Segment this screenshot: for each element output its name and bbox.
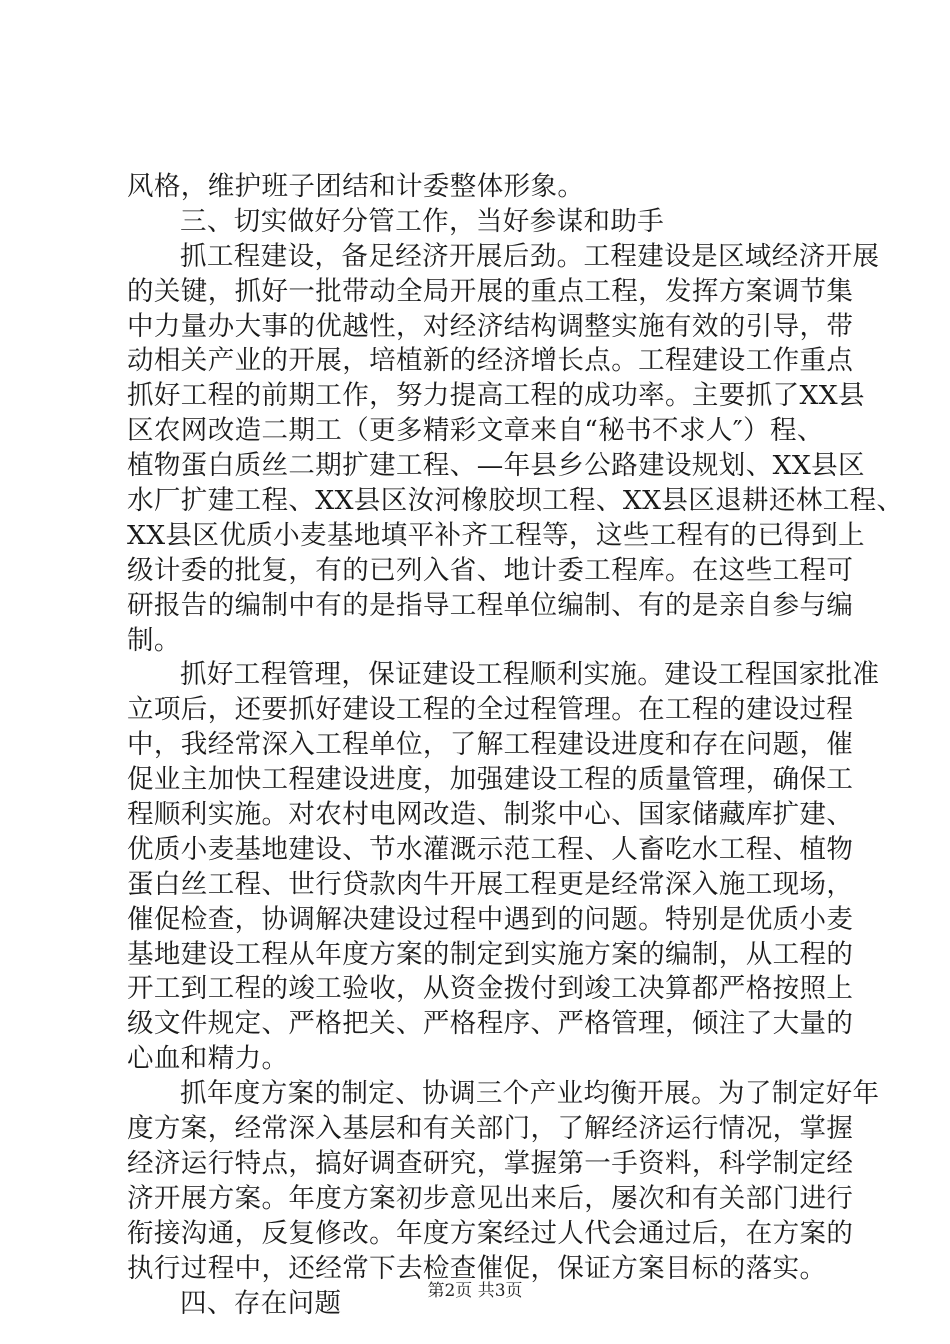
text-line: 蛋白丝工程、世行贷款肉牛开展工程更是经常深入施工现场， [127, 868, 854, 900]
text-line: 中，我经常深入工程单位，了解工程建设进度和存在问题，催 [127, 729, 854, 761]
text-line: 风格，维护班子团结和计委整体形象。 [127, 171, 585, 202]
text-line: 程顺利实施。对农村电网改造、制浆中心、国家储藏库扩建、 [127, 799, 854, 831]
text-line: 度方案，经常深入基层和有关部门，了解经济运行情况，掌握 [127, 1113, 854, 1145]
text-line: 立项后，还要抓好建设工程的全过程管理。在工程的建设过程 [127, 694, 854, 726]
text-line: 抓年度方案的制定、协调三个产业均衡开展。为了制定好年 [180, 1078, 880, 1110]
text-line: 抓好工程的前期工作，努力提高工程的成功率。主要抓了XX县 [127, 380, 865, 412]
text-line: 基地建设工程从年度方案的制定到实施方案的编制，从工程的 [127, 938, 854, 970]
text-line: 经济运行特点，搞好调查研究，掌握第一手资料，科学制定经 [127, 1147, 854, 1179]
section-heading: 四、存在问题 [180, 1287, 342, 1319]
text-line: 动相关产业的开展，培植新的经济增长点。工程建设工作重点 [127, 345, 854, 377]
text-line: 抓工程建设，备足经济开展后劲。工程建设是区域经济开展 [180, 240, 880, 272]
text-line: 心血和精力。 [127, 1043, 289, 1075]
text-line: 开工到工程的竣工验收，从资金拨付到竣工决算都严格按照上 [127, 973, 854, 1005]
text-line: 济开展方案。年度方案初步意见出来后，屡次和有关部门进行 [127, 1182, 854, 1214]
text-line: 优质小麦基地建设、节水灌溉示范工程、人畜吃水工程、植物 [127, 833, 854, 865]
text-line: 制。 [127, 624, 181, 656]
text-line: 促业主加快工程建设进度，加强建设工程的质量管理，确保工 [127, 764, 854, 796]
text-line: 的关键，抓好一批带动全局开展的重点工程，发挥方案调节集 [127, 275, 854, 307]
section-heading: 三、切实做好分管工作，当好参谋和助手 [180, 205, 665, 237]
text-line: 级计委的批复，有的已列入省、地计委工程库。在这些工程可 [127, 554, 854, 586]
text-line: 执行过程中，还经常下去检查催促，保证方案目标的落实。 [127, 1252, 827, 1284]
text-line: 衔接沟通，反复修改。年度方案经过人代会通过后，在方案的 [127, 1217, 854, 1249]
text-line: 植物蛋白质丝二期扩建工程、—年县乡公路建设规划、XX县区 [127, 450, 865, 482]
text-line: 催促检查，协调解决建设过程中遇到的问题。特别是优质小麦 [127, 903, 854, 935]
text-line: 研报告的编制中有的是指导工程单位编制、有的是亲自参与编 [127, 589, 854, 621]
text-line: 中力量办大事的优越性，对经济结构调整实施有效的引导，带 [127, 310, 854, 342]
text-line: 级文件规定、严格把关、严格程序、严格管理，倾注了大量的 [127, 1008, 854, 1040]
text-line: 抓好工程管理，保证建设工程顺利实施。建设工程国家批准 [180, 659, 880, 691]
document-body [127, 170, 904, 1321]
text-line: XX县区优质小麦基地填平补齐工程等，这些工程有的已得到上 [127, 519, 865, 551]
text-line: 水厂扩建工程、XX县区汝河橡胶坝工程、XX县区退耕还林工程、 [127, 485, 904, 517]
page-number: 第2页 共3页 [427, 1281, 523, 1301]
text-line: 区农网改造二期工（更多精彩文章来自“秘书不求人″）程、 [127, 415, 824, 447]
